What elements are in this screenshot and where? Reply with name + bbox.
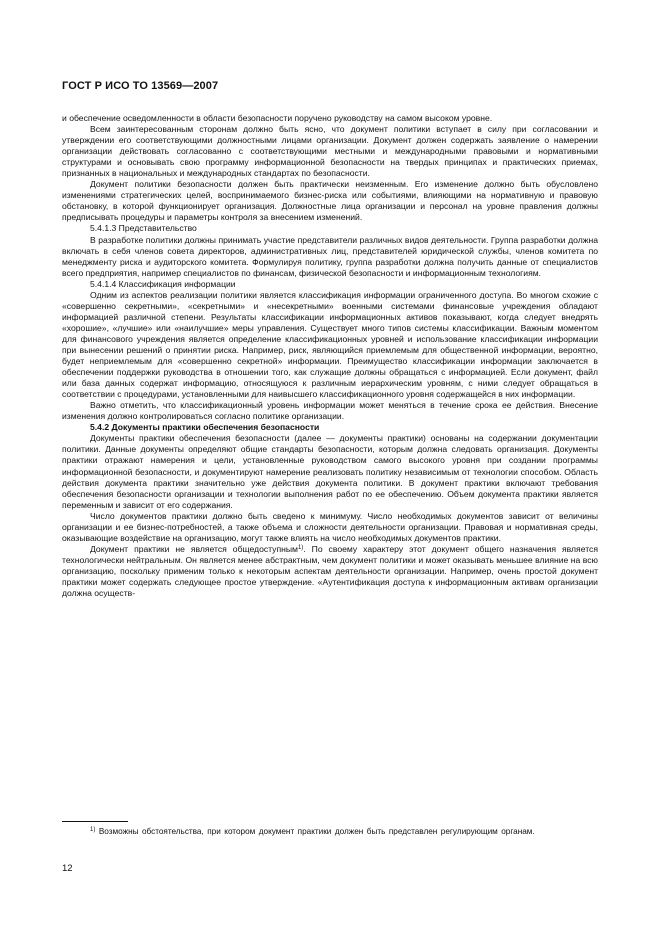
paragraph: Число документов практики должно быть сведено к минимуму. Число необходимых документов зависит от величины организации и ее бизнес-потребностей, а также объема и сложности деятельности организации. Правовая и нормативная среды, оказывающие воздействие на организацию, могут также влиять на число необходимых документов практики.	[62, 510, 598, 543]
section-heading-5-4-1-4: 5.4.1.4 Классификация информации	[90, 278, 236, 289]
body-text	[62, 113, 598, 599]
page-number: 12	[62, 863, 73, 874]
footnote-reference: 1)	[297, 544, 304, 551]
paragraph: Документ политики безопасности должен быть практически неизменным. Его изменение должно быть обусловлено изменениями стратегических целей, воспринимаемого бизнес-риска или событиями, влияющими на нормативную и правовую обстановку, в которой функционирует организация. Должностные лица организации и персонал на уровне правления должны предписывать процедуры и параметры контроля за внесением изменений.	[62, 179, 598, 223]
document-header: ГОСТ Р ИСО ТО 13569—2007	[62, 80, 219, 92]
section-heading-5-4-1-3: 5.4.1.3 Представительство	[90, 223, 197, 234]
footnote-text: Возможны обстоятельства, при котором документ практики должен быть представлен регулирующим органам.	[98, 827, 535, 836]
paragraph-continuation: и обеспечение осведомленности в области безопасности поручено руководству на самом высоком уровне.	[62, 113, 493, 123]
paragraph-text-start: Документ практики не является общедоступным	[90, 543, 298, 554]
paragraph: Важно отметить, что классификационный уровень информации может меняться в течение срока ее действия. Внесение изменения должно контролироваться согласно политике организации.	[62, 400, 598, 422]
paragraph: Всем заинтересованным сторонам должно быть ясно, что документ политики вступает в силу при согласовании и утверждении его соответствующими должностными лицами организации. Документ должен содержать заявление о намерении организации действовать согласованно с соответствующими местными и международными правовыми и нормативными структурами и основывать свою программу информационной безопасности на твердых принципах и практических приемах, признанных в национальных и международных стандартах по безопасности.	[62, 124, 598, 179]
paragraph: Документы практики обеспечения безопасности (далее — документы практики) основаны на содержании документации политики. Данные документы определяют общие стандарты безопасности, которым должна следовать организация. Документы практики отражают намерения и цели, установленные руководством самого высокого уровня при создании программы информационной безопасности, и документируют намерение реализовать политику независимым от технологии способом. Область действия документа практики значительно уже действия документа политики. В документ практики включают требования обеспечения безопасности организации и технологии выполнения работ по ее обеспечению. Объем документа практики является переменным и зависит от его содержания.	[62, 433, 598, 510]
paragraph: Одним из аспектов реализации политики является классификация информации ограниченного доступа. Во многом схожие с «совершенно секретными», «секретными» и «несекретными» военными системами финансовые учреждения обладают информацией различной степени. Результаты классификации информационных активов показывают, когда следует внедрять «хорошие», «лучшие» или «наилучшие» меры управления. Существует много типов системы классификации. Важным моментом для финансового учреждения является определение классификационных уровней и использование классификации информации при вынесении решений о принятии риска. Например, риск, являющийся приемлемым для общественной информации, вероятно, будет неприемлемым для «совершенно секретной» информации. Преимущество классификации информации заключается в обеспечении поддержки руководства в отношении того, как служащие должны обращаться с информацией. Если документ, файл или база данных содержат информацию, относящуюся к различным иерархическим уровням, с ними следует обращаться в соответствии с процедурами, установленными для наивысшего классификационного уровня содержащейся в них информации.	[62, 289, 598, 400]
paragraph-text-end: . По своему характеру этот документ общего назначения является технологически нейтральным. Он является менее абстрактным, чем документ политики и может оказывать меньшее влияние на всю организацию, поскольку применим только к некоторым аспектам деятельности организации. Например, очень простой документ практики может содержать следующее простое утверждение. «Аутентификация доступа к информационным активам организации должна осуществ-	[62, 543, 598, 599]
footnote	[62, 826, 598, 837]
paragraph	[62, 544, 598, 599]
footnote-separator	[62, 821, 128, 822]
footnote-marker: 1)	[90, 827, 96, 833]
section-heading-5-4-2: 5.4.2 Документы практики обеспечения безопасности	[90, 422, 320, 433]
paragraph: В разработке политики должны принимать участие представители различных видов деятельности. Группа разработки должна включать в себя членов совета директоров, административных лиц, представителей юридической службы, членов комитета по менеджменту риска и аудиторского комитета. Формулируя политику, группа разработки должна получить данные от специалистов всего предприятия, например специалистов по финансам, физической безопасности и информационным технологиям.	[62, 234, 598, 278]
